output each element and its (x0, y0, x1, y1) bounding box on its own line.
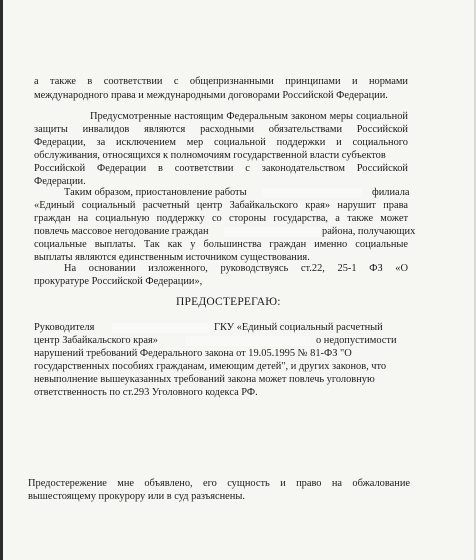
text-line: Руководителя (34, 322, 95, 333)
scan-edge-left (0, 0, 3, 560)
text-line: ответственность по ст.293 Уголовного кодекса РФ. (34, 387, 258, 398)
warning-heading: ПРЕДОСТЕРЕГАЮ: (176, 296, 281, 308)
text-line: Российской Федерации в соответствии с законодательством Российской (34, 163, 408, 174)
text-line: обслуживания, относящихся к полномочиям государственной власти субъектов (34, 150, 386, 161)
text-line: Таким образом, приостановление работы (64, 187, 247, 198)
redacted-area (224, 227, 320, 237)
redacted-area (112, 323, 210, 333)
text-line: На основании изложенного, руководствуясь ст.22, 25-1 ФЗ «О (64, 263, 408, 274)
text-line: государственных пособиях гражданам, имеющим детей", и других законов, что (34, 361, 387, 372)
text-line: вышестоящему прокурору или в суд разъяснены. (28, 491, 245, 502)
redacted-area (186, 336, 310, 346)
text-line: прокуратуре Российской Федерации», (34, 276, 203, 287)
text-line: невыполнение вышеуказанных требований закона может повлечь уголовную (34, 374, 375, 385)
text-line: Предусмотренные настоящим Федеральным законом меры социальной (90, 111, 408, 122)
text-line: а также в соответствии с общепризнанными принципами и нормами (34, 76, 408, 87)
text-line: граждан на социальную поддержку со стороны государства, а также может (34, 213, 408, 224)
text-line: центр Забайкальского края» (34, 335, 158, 346)
text-line: выплаты являются единственным источником существования. (34, 252, 310, 263)
text-line: Предостережение мне объявлено, его сущность и право на обжалование (28, 478, 410, 489)
text-line: международного права и международными договорами Российской Федерации. (34, 90, 388, 101)
text-line: района, получающих (322, 226, 416, 237)
text-line: филиала (372, 187, 410, 198)
text-line: нарушений требований Федерального закона от 19.05.1995 № 81-ФЗ "О (34, 348, 352, 359)
text-line: о недопустимости (316, 335, 397, 346)
text-line: повлечь массовое негодование граждан (34, 226, 209, 237)
text-line: Федерации. (34, 176, 86, 187)
text-line: ГКУ «Единый социальный расчетный (214, 322, 383, 333)
redacted-area (262, 188, 362, 198)
text-line: «Единый социальный расчетный центр Забайкальского края» нарушит права (34, 200, 408, 211)
text-line: Федерации, за исключением мер социальной поддержки и социального (34, 137, 408, 148)
text-line: социальные выплаты. Так как у большинства граждан именно социальные (34, 239, 408, 250)
text-line: защиты инвалидов являются расходными обязательствами Российской (34, 124, 408, 135)
